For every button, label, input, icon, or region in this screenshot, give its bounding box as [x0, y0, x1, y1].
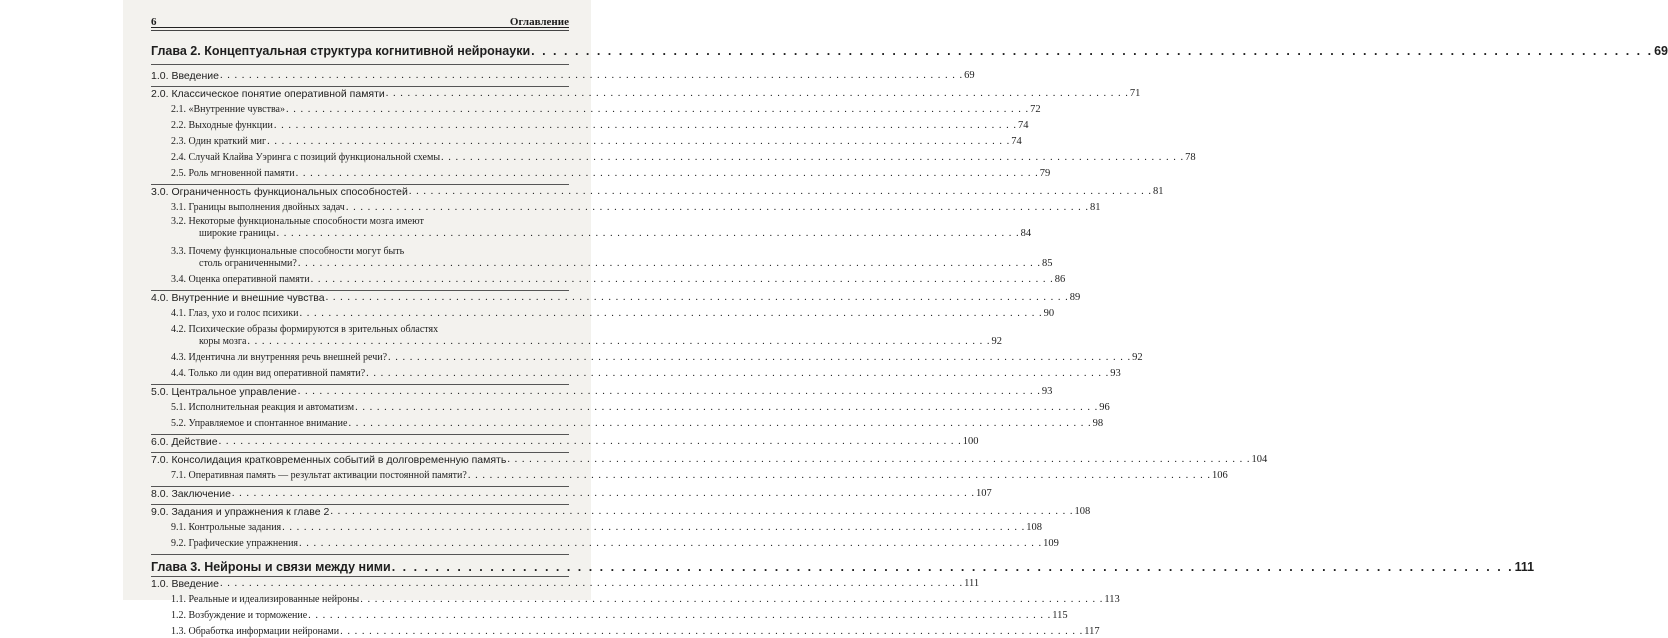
toc-page-number: 106	[1211, 470, 1228, 481]
toc-section-entry[interactable]	[151, 386, 1053, 398]
toc-entry-title: Заключение	[171, 488, 231, 500]
toc-entry-title: «Внутренние чувства»	[188, 104, 285, 115]
toc-page-number: 111	[1514, 560, 1535, 574]
toc-entry-title: Центральное управление	[171, 386, 297, 398]
toc-entry-title: Выходные функции	[188, 120, 273, 131]
toc-page-number: 113	[1104, 594, 1120, 605]
toc-subsection-entry[interactable]	[171, 324, 569, 336]
toc-entry-title: Роль мгновенной памяти	[188, 168, 295, 179]
toc-entry-number: 2.1.	[171, 104, 189, 115]
toc-entry-continuation[interactable]	[171, 336, 1003, 348]
toc-leader-dots	[308, 610, 1051, 622]
section-divider	[151, 86, 569, 87]
toc-leader-dots	[507, 454, 1250, 466]
toc-page-number: 92	[991, 336, 1003, 347]
toc-leader-dots	[277, 228, 1020, 240]
toc-leader-dots	[298, 386, 1041, 398]
section-divider	[151, 452, 569, 453]
toc-page-number: 72	[1030, 104, 1041, 115]
toc-entry-number: 1.2.	[171, 610, 189, 621]
header-rule	[151, 27, 569, 28]
toc-page-number: 86	[1054, 274, 1066, 285]
toc-entry-title: Оценка оперативной памяти	[188, 274, 310, 285]
toc-entry-title: Психические образы формируются в зрительных областях	[188, 324, 439, 335]
toc-subsection-entry[interactable]	[171, 538, 1059, 550]
toc-entry-title: Некоторые функциональные способности мозга имеют	[188, 216, 424, 227]
toc-leader-dots	[531, 44, 1653, 58]
toc-entry-number: 9.2.	[171, 538, 189, 549]
toc-leader-dots	[340, 626, 1083, 638]
toc-leader-dots	[267, 136, 1010, 148]
toc-section-entry[interactable]	[151, 506, 1091, 518]
toc-leader-dots	[386, 88, 1129, 100]
toc-entry-title: Внутренние и внешние чувства	[171, 292, 325, 304]
toc-entry-number: 3.3.	[171, 246, 189, 257]
toc-subsection-entry[interactable]	[171, 202, 1101, 214]
book-page	[123, 0, 1668, 637]
toc-entry-title: Графические упражнения	[188, 538, 299, 549]
toc-page-number: 69	[964, 70, 975, 81]
toc-page-number: 71	[1129, 88, 1141, 99]
toc-entry-title: Обработка информации нейронами	[188, 626, 340, 637]
toc-page-number: 92	[1132, 352, 1143, 363]
section-divider	[151, 434, 569, 435]
toc-leader-dots	[388, 352, 1131, 364]
toc-leader-dots	[346, 202, 1089, 214]
toc-page-number: 109	[1043, 538, 1059, 549]
toc-entry-title: Реальные и идеализированные нейроны	[188, 594, 360, 605]
toc-entry-title: Идентична ли внутренняя речь внешней речи?	[188, 352, 388, 363]
toc-leader-dots	[298, 258, 1041, 270]
toc-entry-title: Задания и упражнения к главе 2	[171, 506, 330, 518]
toc-entry-title: широкие границы	[199, 228, 276, 239]
toc-chapter-entry[interactable]	[151, 44, 1668, 58]
toc-leader-dots	[311, 274, 1054, 286]
toc-entry-title: Контрольные задания	[188, 522, 282, 533]
toc-entry-number: 4.2.	[171, 324, 189, 335]
toc-subsection-entry[interactable]	[171, 216, 569, 228]
toc-leader-dots	[441, 152, 1184, 164]
toc-section-entry[interactable]	[151, 88, 1141, 100]
toc-entry-number: 4.0.	[151, 292, 172, 304]
toc-subsection-entry[interactable]	[171, 626, 1100, 638]
toc-entry-title: Глава 2. Концептуальная структура когнитивной нейронауки	[151, 44, 531, 58]
toc-page-number: 90	[1043, 308, 1055, 319]
toc-entry-number: 1.3.	[171, 626, 189, 637]
toc-page-number: 74	[1011, 136, 1022, 147]
toc-page-number: 100	[962, 436, 979, 447]
toc-section-entry[interactable]	[151, 454, 1268, 466]
toc-subsection-entry[interactable]	[171, 246, 569, 258]
toc-section-entry[interactable]	[151, 70, 975, 82]
toc-leader-dots	[220, 578, 963, 590]
toc-entry-title: Управляемое и спонтанное внимание	[188, 418, 348, 429]
toc-entry-continuation[interactable]	[171, 258, 1053, 270]
toc-page-number: 108	[1026, 522, 1043, 533]
toc-page-number: 111	[964, 578, 980, 589]
toc-subsection-entry[interactable]	[171, 308, 1055, 320]
toc-leader-dots	[366, 368, 1109, 380]
toc-page-number: 79	[1039, 168, 1051, 179]
toc-entry-number: 6.0.	[151, 436, 172, 448]
toc-subsection-entry[interactable]	[171, 104, 1041, 116]
toc-entry-continuation[interactable]	[171, 228, 1032, 240]
toc-entry-title: Ограниченность функциональных способностей	[171, 186, 408, 198]
toc-entry-number: 2.2.	[171, 120, 189, 131]
page-header	[151, 8, 569, 28]
page-number: 6	[151, 16, 157, 28]
toc-subsection-entry[interactable]	[171, 470, 1228, 482]
toc-subsection-entry[interactable]	[171, 610, 1068, 622]
toc-leader-dots	[409, 186, 1152, 198]
toc-leader-dots	[247, 336, 990, 348]
section-divider	[151, 290, 569, 291]
toc-leader-dots	[299, 538, 1042, 550]
toc-page-number: 108	[1074, 506, 1091, 517]
toc-subsection-entry[interactable]	[171, 120, 1029, 132]
section-divider	[151, 554, 569, 555]
toc-subsection-entry[interactable]	[171, 274, 1066, 286]
toc-leader-dots	[326, 292, 1069, 304]
toc-subsection-entry[interactable]	[171, 368, 1121, 380]
toc-entry-title: Границы выполнения двойных задач	[188, 202, 345, 213]
section-divider	[151, 64, 569, 65]
toc-entry-number: 9.0.	[151, 506, 172, 518]
toc-page-number: 104	[1251, 454, 1268, 465]
toc-entry-number: 5.0.	[151, 386, 172, 398]
toc-entry-number: 7.0.	[151, 454, 172, 466]
toc-entry-number: 9.1.	[171, 522, 189, 533]
toc-subsection-entry[interactable]	[171, 402, 1110, 414]
toc-leader-dots	[330, 506, 1073, 518]
toc-subsection-entry[interactable]	[171, 136, 1022, 148]
toc-subsection-entry[interactable]	[171, 522, 1043, 534]
toc-entry-number: 1.0.	[151, 70, 172, 82]
toc-entry-number: 5.2.	[171, 418, 189, 429]
toc-page-number: 69	[1654, 44, 1668, 58]
toc-entry-title: Классическое понятие оперативной памяти	[171, 88, 385, 100]
toc-leader-dots	[360, 594, 1103, 606]
toc-entry-title: Случай Клайва Уэринга с позиций функциональной схемы	[188, 152, 441, 163]
toc-entry-title: Только ли один вид оперативной памяти?	[188, 368, 366, 379]
toc-entry-title: Консолидация кратковременных событий в долговременную память	[171, 454, 507, 466]
toc-page-number: 96	[1099, 402, 1110, 413]
toc-entry-number: 3.1.	[171, 202, 189, 213]
toc-entry-title: Введение	[171, 70, 219, 82]
toc-leader-dots	[299, 308, 1042, 320]
toc-entry-number: 3.2.	[171, 216, 189, 227]
toc-page-number: 117	[1084, 626, 1100, 637]
toc-entry-number: 3.0.	[151, 186, 172, 198]
toc-subsection-entry[interactable]	[171, 168, 1051, 180]
toc-section-entry[interactable]	[151, 186, 1164, 198]
toc-page-number: 107	[976, 488, 992, 499]
toc-section-entry[interactable]	[151, 488, 992, 500]
toc-section-entry[interactable]	[151, 436, 979, 448]
toc-entry-number: 5.1.	[171, 402, 189, 413]
toc-entry-title: коры мозга	[199, 336, 247, 347]
toc-entry-number: 4.1.	[171, 308, 189, 319]
toc-entry-number: 4.3.	[171, 352, 189, 363]
toc-page-number: 115	[1052, 610, 1068, 621]
toc-leader-dots	[232, 488, 975, 500]
toc-section-entry[interactable]	[151, 292, 1081, 304]
toc-entry-title: Оперативная память — результат активации постоянной памяти?	[188, 470, 467, 481]
toc-entry-title: Исполнительная реакция и автоматизм	[188, 402, 355, 413]
section-divider	[151, 504, 569, 505]
toc-section-entry[interactable]	[151, 578, 980, 590]
toc-subsection-entry[interactable]	[171, 152, 1196, 164]
toc-page-number: 89	[1069, 292, 1081, 303]
toc-entry-title: Глава 3. Нейроны и связи между ними	[151, 560, 391, 574]
toc-leader-dots	[355, 402, 1098, 414]
toc-entry-number: 2.0.	[151, 88, 172, 100]
toc-entry-title: Введение	[171, 578, 219, 590]
section-divider	[151, 184, 569, 185]
toc-subsection-entry[interactable]	[171, 594, 1120, 606]
toc-page-number: 81	[1153, 186, 1164, 197]
toc-subsection-entry[interactable]	[171, 418, 1104, 430]
toc-entry-title: Почему функциональные способности могут быть	[188, 246, 405, 257]
toc-entry-title: столь ограниченными?	[199, 258, 297, 269]
toc-entry-number: 2.4.	[171, 152, 189, 163]
section-divider	[151, 384, 569, 385]
toc-entry-number: 8.0.	[151, 488, 172, 500]
toc-page-number: 78	[1185, 152, 1196, 163]
section-divider	[151, 486, 569, 487]
section-divider	[151, 576, 569, 577]
toc-page-number: 84	[1020, 228, 1032, 239]
toc-page-number: 81	[1089, 202, 1101, 213]
toc-page-number: 98	[1092, 418, 1104, 429]
toc-entry-number: 2.3.	[171, 136, 189, 147]
toc-subsection-entry[interactable]	[171, 352, 1143, 364]
running-title: Оглавление	[509, 16, 569, 28]
toc-entry-number: 4.4.	[171, 368, 189, 379]
toc-entry-number: 7.1.	[171, 470, 189, 481]
toc-entry-number: 3.4.	[171, 274, 189, 285]
toc-leader-dots	[468, 470, 1211, 482]
toc-chapter-entry[interactable]	[151, 560, 1535, 574]
toc-entry-number: 1.1.	[171, 594, 189, 605]
toc-page-number: 93	[1110, 368, 1121, 379]
toc-leader-dots	[219, 436, 962, 448]
toc-page-number: 93	[1041, 386, 1053, 397]
toc-entry-number: 1.0.	[151, 578, 172, 590]
toc-leader-dots	[286, 104, 1029, 116]
toc-leader-dots	[296, 168, 1039, 180]
header-rule-thin	[151, 30, 569, 31]
toc-entry-title: Возбуждение и торможение	[188, 610, 308, 621]
toc-leader-dots	[274, 120, 1017, 132]
toc-entry-title: Глаз, ухо и голос психики	[188, 308, 299, 319]
toc-leader-dots	[348, 418, 1091, 430]
toc-entry-title: Один краткий миг	[188, 136, 267, 147]
toc-page-number: 74	[1017, 120, 1029, 131]
toc-leader-dots	[220, 70, 963, 82]
toc-page-number: 85	[1041, 258, 1053, 269]
toc-leader-dots	[282, 522, 1025, 534]
toc-entry-title: Действие	[171, 436, 218, 448]
toc-leader-dots	[392, 560, 1514, 574]
toc-entry-number: 2.5.	[171, 168, 189, 179]
